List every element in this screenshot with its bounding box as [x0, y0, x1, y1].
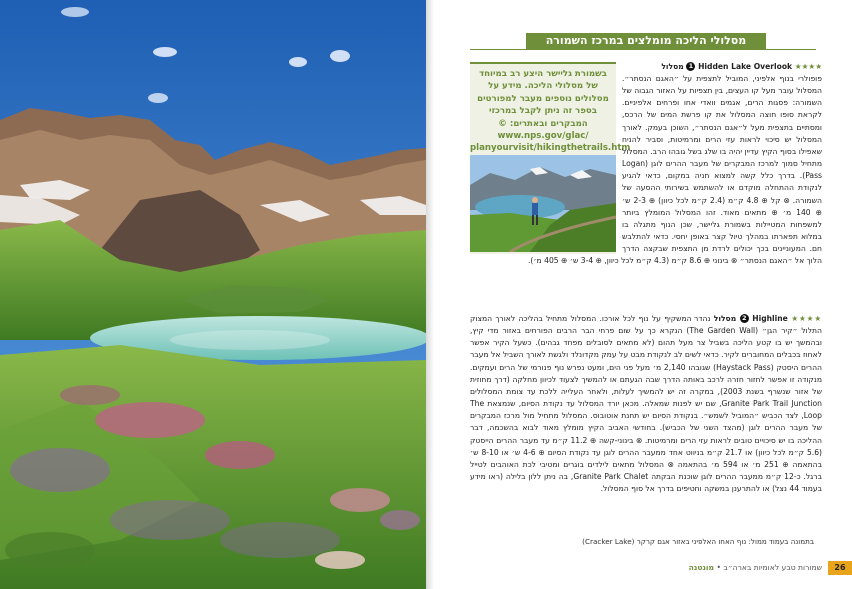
page-number: 26: [828, 561, 852, 575]
entry-body: נהדר המשקיף על נוף לכל אורכו. המסלול מתחיל בהליכה לאורך המצוק התלול ״קיר הגן״ (The Garden Wall) הנקרא כך על שום פרחי הבר הרבים הפורחים באזור מדי קיץ, ובהמשך יש בו קטע הליכה בשביל צר מעל תהום (לא מתאים לסובלים מפחד גבהים). כשעל הקיר אפשר לאחוז בכבלים המחוברים לקיר. כדאי לשים לב לנקודת מבט על עמק מקדונלד ולגשת לאורך השביל אל מעבר ההרים היסטק (Haystack Pass) שגובהו 2,140 מ׳ מעל פני הים, ומעט נפרש נוף פנורמי של הרים ועמקים. מנקודה זו אפשר לחזור חזרה לרכב באותה הדרך שבה הגעתם או להמשיך לצעוד לכיוון מחלקה (דרך מחוזית של אזור שנשרף בשנת 2003), במקרה זה יש להמשיך לעלות, ולאחר העלייה ללכת עד צומת המסלולים Granite Park Trail Junction, שם יש לפנות שמאלה. מכאן יורד המסלול עד נקודת הסיום, שנמצאת The Loop, לצד הכביש ״המוביל לשמש״. בנקודת הסיום יש תחנת אוטובוס. המסלול מתחיל מול מרכז המבקרים של מעבר ההרים לוגן (מהצד השני של הכביש). בחודשי האביב הקיץ מומלץ מאוד לבוא בהשכמה, דבר ההליכה בו יש סיכויים טובים לראות עזי הרים ומרמיטות. ⊗ בינוני-קשה ⊕ 11.2 ק״מ עד מעבר ההרים הייסטק (5.6 ק״מ לכל כיוון) או 21.7 ק״מ בניווט אחד ממעבר ההרים לוגן עד נקודת הסיום ⊕ 4-6 ש׳ או 8-10 ש׳ בהתאמה ⊕ 251 מ׳ או 594 מ׳ בהתאמה ⊗ המסלול מתאים לילדים בוגרים ומטיבי לכת האוהבים לטייל ברגל. כ-12 ק״מ ממעבר ההרים לוגן שוכנת הבקתה Granite Park Chalet, בה ניתן ללון בלילה (ראו מידע בעמוד 44 נצל) או להתרענן במשקה וחטיפים בדרך אל סוף המסלול.: [470, 314, 822, 494]
title-underline: [470, 49, 816, 50]
entry-body: פופולרי בנוף אלפיני, המוביל לתצפית על ״האגם הנסתר״. המסלול עובר מעל קו העצים, בין תצפיות על האזור הגבוה של השמורה: פסגות הרים, אגמים וואדי אחו ופרחים אלפיניים. לקראת סופו חוצה המסלול את קו פרשת המים של הרכס, ומסתיים בתצפית מעל ל״אגם הנסתר״, השוכן בעמק. לאורך המסלול יש סיכוי לראות עזי הרים ומרמיטות, וסביר להניח שאפילו בסוף הקיץ עדיין יהיה בו שלג בשל גובהו הרב. המסלול מתחיל סמוך למרכז המבקרים של מעבר ההרים לוגן (Logan Pass). בדרך כלל קשה למצוא חניה במקום, כדאי להגיע לנקודת ההתחלה מוקדם או להשתמש בשירותי ההסעה של השמורה. ⊗ קל ⊕ 4.8 ק״מ (2.4 ק״מ לכל כיוון) ⊕ 2-3 ש׳ ⊕ 140 מ׳ ⊕ מתאים מאוד. זהו המסלול המומלץ ביותר למשפחות המטיילות בשמורת גליישר, שכן הנוף מתגלה בו במלוא תפארתו במהלך טיול קצר באופן יחסי. כדאי להתלבש חם. המעוניינים בכך יכולים לרדת מן התצפית שבקצה הדרך הלוך אל ״האגם הנסתר״ ⊗ בינוני ⊕ 8.6 ק״מ (4.3 ק״מ לכל כיוון, ⊕ 3-4 ש׳ ⊕ 405 מ׳).: [528, 74, 822, 266]
right-page: [434, 0, 852, 589]
entry-name: Highline: [752, 314, 788, 323]
star-rating-icon: ★★★★: [794, 62, 822, 71]
footer-region: מונטנה: [688, 563, 715, 572]
entry-hidden-lake-text: [470, 73, 822, 301]
footer-text: [689, 561, 822, 575]
trail-number-badge: 1: [686, 62, 695, 71]
section-title: מסלולי הליכה מומלצים במרכז השמורה: [526, 33, 766, 49]
footer-book-title: שמורות טבע לאומיות בארה״ב: [723, 563, 822, 572]
photo-caption: בתמונה בעמוד ממול: נוף האחו האלפיני באזור אגם קרקר (Cracker Lake): [582, 537, 814, 546]
page-footer: [434, 561, 852, 575]
sidebar-text: בשמורת גליישר היצע רב במיוחד של מסלולי הליכה. מידע על מסלולים נוספים מעבר למפורטים בספר זה ניתן לקבל במרכזי המבקרים ובאתרים: ©: [477, 69, 609, 129]
entry-label: מסלול: [713, 314, 737, 323]
entry-name: Hidden Lake Overlook: [698, 62, 793, 71]
star-rating-icon: ★★★★: [791, 314, 822, 323]
page-gutter: [426, 0, 434, 589]
entry-highline: [470, 313, 822, 533]
entry-label: מסלול: [661, 62, 684, 71]
sidebar-link-nps[interactable]: www.nps.gov/glac/: [497, 131, 589, 142]
sidebar-link-nps-path[interactable]: planyourvisit/hikingthetrails.htm: [470, 143, 631, 154]
trail-number-badge: 2: [740, 314, 749, 323]
footer-separator: •: [716, 563, 721, 572]
entry-hidden-lake-wrap: [622, 61, 822, 73]
float-spacer: [470, 73, 631, 253]
